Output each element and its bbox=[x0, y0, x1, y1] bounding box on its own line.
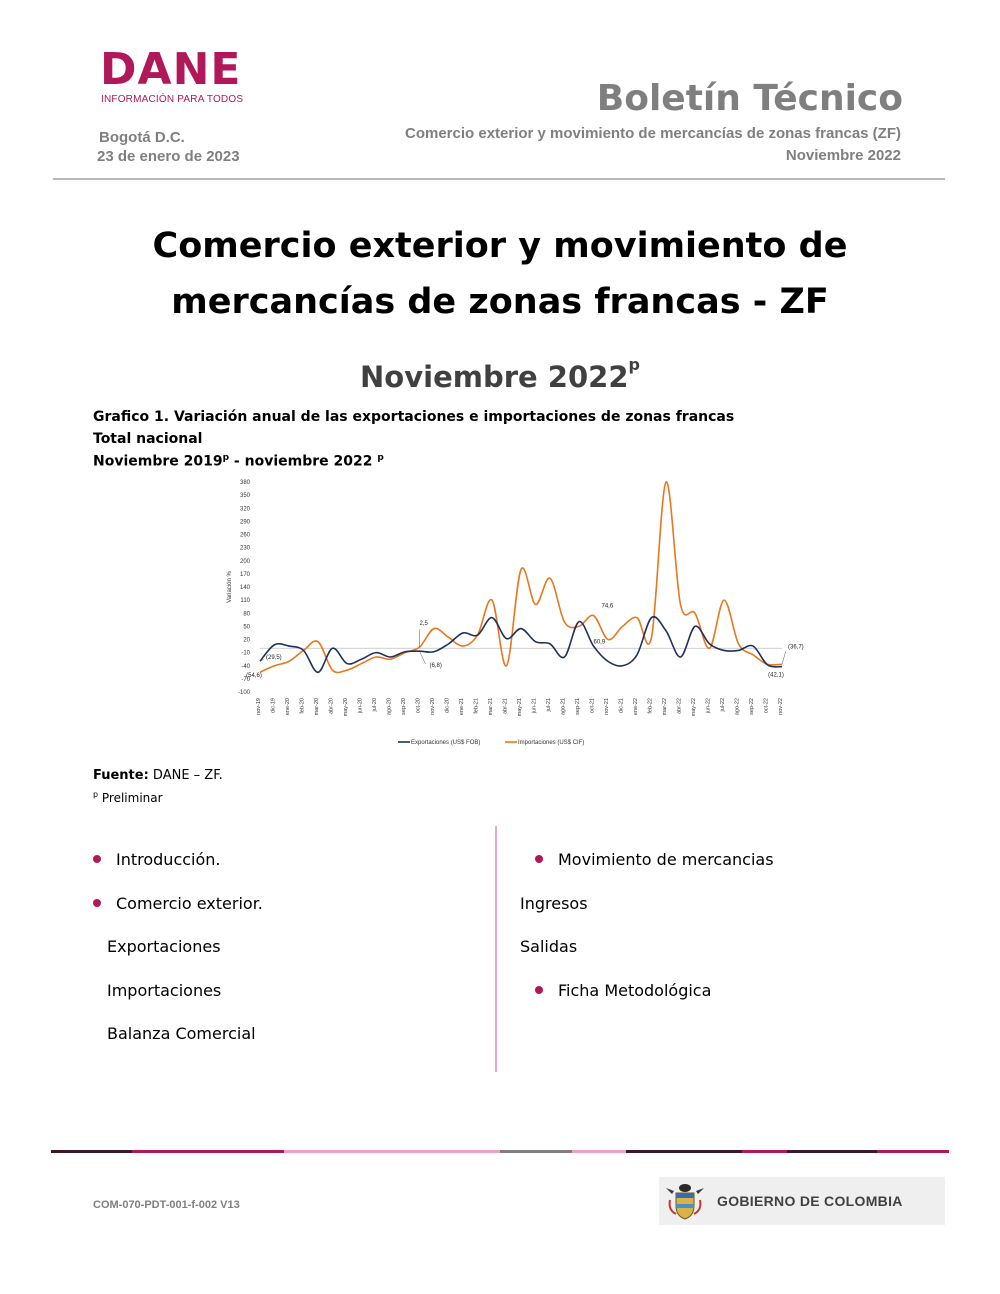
data-label: 2,5 bbox=[419, 621, 428, 628]
x-tick-label: ago-21 bbox=[560, 698, 567, 716]
footer-bar-segment bbox=[500, 1150, 572, 1153]
toc-item-ficha[interactable] bbox=[535, 981, 711, 1000]
toc-item-ingresos[interactable]: Ingresos bbox=[520, 894, 588, 913]
x-tick-label: jul-21 bbox=[546, 698, 552, 712]
toc-item-balanza[interactable]: Balanza Comercial bbox=[107, 1024, 256, 1043]
x-tick-label: abr-20 bbox=[328, 698, 335, 714]
toc-label: Comercio exterior. bbox=[116, 894, 263, 913]
footer-bar-segment bbox=[572, 1150, 626, 1153]
y-tick-label: -70 bbox=[241, 676, 250, 683]
bullet-icon bbox=[535, 986, 543, 994]
x-tick-label: feb-21 bbox=[473, 698, 480, 714]
source-text: DANE – ZF. bbox=[148, 768, 223, 783]
x-tick-label: ene-22 bbox=[633, 698, 639, 716]
preliminary-mark: p bbox=[377, 453, 384, 463]
y-tick-label: 260 bbox=[239, 532, 250, 539]
y-tick-label: 230 bbox=[239, 545, 250, 552]
footer-bar-segment bbox=[51, 1150, 132, 1153]
y-tick-label: -10 bbox=[241, 650, 250, 657]
x-tick-label: jun-21 bbox=[531, 698, 538, 714]
data-label-leader bbox=[782, 652, 786, 665]
x-tick-label: ene-21 bbox=[459, 698, 465, 716]
x-tick-label: ene-20 bbox=[285, 698, 291, 716]
x-tick-label: dic-21 bbox=[618, 698, 625, 713]
data-label: 74,6 bbox=[601, 603, 614, 610]
preliminary-mark: p bbox=[628, 355, 640, 375]
dane-logo: DANE bbox=[100, 44, 242, 95]
x-tick-label: abr-21 bbox=[502, 698, 509, 714]
x-tick-label: may-22 bbox=[691, 698, 697, 717]
footer-bar-segment bbox=[284, 1150, 500, 1153]
data-label: (36,7) bbox=[788, 644, 804, 651]
x-tick-label: nov-19 bbox=[256, 698, 262, 715]
chart-caption-scope: Total nacional bbox=[93, 431, 203, 447]
toc-item-exportaciones[interactable]: Exportaciones bbox=[107, 937, 221, 956]
toc-item-importaciones[interactable]: Importaciones bbox=[107, 981, 222, 1000]
chart-caption-title: Grafico 1. Variación anual de las exportaciones e importaciones de zonas francas bbox=[93, 409, 735, 425]
x-tick-label: nov-20 bbox=[430, 698, 436, 715]
x-tick-label: feb-20 bbox=[299, 698, 306, 714]
toc-item-comercio-exterior[interactable] bbox=[93, 894, 263, 913]
x-tick-label: sep-20 bbox=[401, 698, 407, 715]
footer-bar-segment bbox=[787, 1150, 877, 1153]
series-line-importaciones bbox=[260, 482, 782, 673]
page-month-text: Noviembre 2022 bbox=[360, 360, 629, 394]
preliminary-mark: p bbox=[222, 453, 230, 463]
y-tick-label: 170 bbox=[239, 571, 250, 578]
preliminary-note bbox=[93, 790, 163, 805]
y-tick-label: 140 bbox=[239, 585, 250, 591]
x-tick-label: jul-20 bbox=[372, 698, 378, 712]
x-tick-label: nov-22 bbox=[778, 698, 784, 715]
colombia-coat-of-arms-icon bbox=[664, 1180, 706, 1222]
x-tick-label: abr-22 bbox=[676, 698, 683, 714]
y-tick-label: 200 bbox=[239, 558, 250, 565]
release-date: 23 de enero de 2023 bbox=[97, 148, 240, 165]
toc-label: Ficha Metodológica bbox=[558, 981, 712, 1000]
x-tick-label: sep-22 bbox=[749, 698, 755, 715]
data-label: (29,5) bbox=[266, 655, 282, 662]
x-tick-label: ago-22 bbox=[734, 698, 741, 716]
x-tick-label: mar-21 bbox=[488, 698, 494, 716]
x-tick-label: dic-19 bbox=[270, 698, 277, 713]
data-label: (6,8) bbox=[429, 663, 442, 670]
bulletin-title: Boletín Técnico bbox=[596, 78, 903, 119]
y-axis-label: Variación % bbox=[227, 571, 233, 603]
x-tick-label: nov-21 bbox=[604, 698, 610, 715]
x-tick-label: may-20 bbox=[343, 698, 349, 717]
x-tick-label: mar-22 bbox=[662, 698, 668, 716]
footer-color-bar bbox=[51, 1150, 949, 1153]
data-label: 60,9 bbox=[593, 639, 606, 646]
data-label: (54,6) bbox=[246, 673, 262, 680]
x-tick-label: oct-22 bbox=[763, 698, 770, 714]
y-tick-label: 80 bbox=[243, 611, 250, 618]
y-tick-label: 20 bbox=[243, 637, 250, 644]
line-chart bbox=[222, 474, 822, 754]
preliminary-mark: p bbox=[93, 790, 99, 799]
bullet-icon bbox=[93, 899, 101, 907]
page-title-line2: mercancías de zonas francas - ZF bbox=[171, 282, 829, 322]
data-label: (42,1) bbox=[768, 672, 784, 679]
x-tick-label: dic-20 bbox=[444, 698, 451, 713]
bullet-icon bbox=[535, 855, 543, 863]
bulletin-subtitle: Comercio exterior y movimiento de mercancías de zonas francas (ZF) bbox=[405, 125, 901, 142]
toc-item-salidas[interactable]: Salidas bbox=[520, 937, 578, 956]
toc-item-movimiento[interactable] bbox=[535, 850, 774, 869]
x-tick-label: oct-20 bbox=[415, 698, 422, 714]
bulletin-month: Noviembre 2022 bbox=[785, 147, 901, 164]
legend-label: Importaciones (US$ CIF) bbox=[518, 740, 585, 746]
dane-logo-tagline: INFORMACIÓN PARA TODOS bbox=[101, 94, 244, 105]
x-tick-label: feb-22 bbox=[647, 698, 654, 714]
preliminary-text: Preliminar bbox=[98, 791, 163, 805]
x-tick-label: oct-21 bbox=[589, 698, 596, 714]
footer-bar-segment bbox=[132, 1150, 285, 1153]
page-title-line1: Comercio exterior y movimiento de bbox=[152, 226, 848, 266]
city-label: Bogotá D.C. bbox=[99, 129, 185, 146]
y-tick-label: -100 bbox=[237, 690, 250, 696]
source-label: Fuente: bbox=[93, 768, 149, 783]
x-tick-label: mar-20 bbox=[314, 698, 320, 716]
chart-caption-period bbox=[93, 453, 384, 470]
y-tick-label: 290 bbox=[239, 519, 250, 526]
y-tick-label: 110 bbox=[240, 598, 250, 605]
toc-divider bbox=[495, 826, 497, 1072]
period-end: - noviembre 2022 bbox=[229, 453, 378, 470]
x-tick-label: jul-22 bbox=[720, 698, 726, 712]
x-tick-label: ago-20 bbox=[386, 698, 393, 716]
y-tick-label: 50 bbox=[243, 624, 250, 631]
period-start: Noviembre 2019 bbox=[93, 453, 223, 470]
toc-item-introduccion[interactable] bbox=[93, 850, 221, 869]
series-line-exportaciones bbox=[260, 617, 782, 673]
x-tick-label: jun-22 bbox=[705, 698, 712, 714]
x-tick-label: jun-20 bbox=[357, 698, 364, 714]
legend-label: Exportaciones (US$ FOB) bbox=[411, 740, 481, 746]
header-divider bbox=[53, 178, 945, 180]
y-tick-label: -40 bbox=[241, 663, 250, 670]
y-tick-label: 350 bbox=[239, 493, 250, 500]
page-title bbox=[100, 218, 900, 330]
government-label: GOBIERNO DE COLOMBIA bbox=[717, 1193, 903, 1209]
y-tick-label: 320 bbox=[239, 506, 250, 513]
footer-bar-segment bbox=[877, 1150, 949, 1153]
toc-label: Introducción. bbox=[116, 850, 221, 869]
data-label-leader bbox=[420, 651, 426, 664]
document-code: COM-070-PDT-001-f-002 V13 bbox=[93, 1199, 240, 1211]
source-note bbox=[93, 768, 223, 783]
footer-bar-segment bbox=[742, 1150, 787, 1153]
x-tick-label: may-21 bbox=[517, 698, 523, 717]
line-chart-svg bbox=[222, 474, 822, 754]
y-tick-label: 380 bbox=[239, 480, 250, 486]
bullet-icon bbox=[93, 855, 101, 863]
page-month bbox=[100, 355, 900, 394]
toc-label: Movimiento de mercancias bbox=[558, 850, 774, 869]
footer-bar-segment bbox=[626, 1150, 743, 1153]
x-tick-label: sep-21 bbox=[575, 698, 581, 715]
